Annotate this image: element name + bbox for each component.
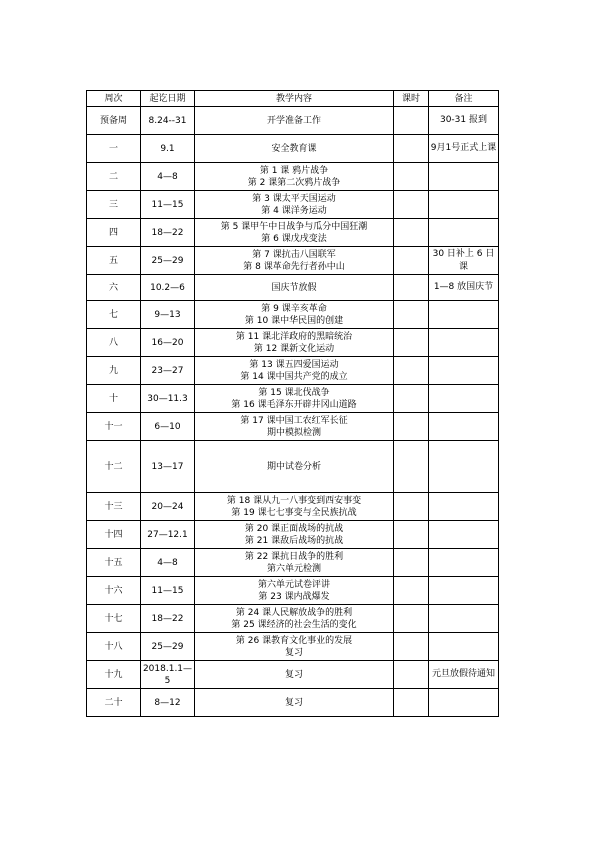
notes-cell: [429, 163, 499, 191]
notes-text: 元旦放假待通知: [431, 669, 495, 679]
notes-cell: [429, 689, 499, 717]
notes-cell: [429, 413, 499, 441]
notes-cell: [429, 577, 499, 605]
week-cell: 十二: [87, 441, 141, 493]
content-line: 安全教育课: [271, 143, 317, 154]
content-line: 第 5 课甲午中日战争与瓜分中国狂潮: [220, 221, 368, 232]
content-cell: [195, 521, 394, 549]
hours-cell: [394, 441, 429, 493]
table-row: [87, 413, 499, 441]
content-cell: [195, 633, 394, 661]
table-row: [87, 661, 499, 689]
notes-cell: [429, 549, 499, 577]
week-cell: 三: [87, 191, 141, 219]
date-cell: 30—11.3: [141, 385, 195, 413]
hours-cell: [394, 219, 429, 247]
notes-cell: [429, 357, 499, 385]
week-cell: 十九: [87, 661, 141, 689]
hours-cell: [394, 605, 429, 633]
table-row: [87, 275, 499, 301]
table-row: [87, 633, 499, 661]
content-line: 第 19 课七七事变与全民族抗战: [231, 507, 357, 518]
content-line: 国庆节放假: [271, 282, 317, 293]
hours-cell: [394, 521, 429, 549]
header-date: 起讫日期: [141, 91, 195, 107]
content-line: 第 24 课人民解放战争的胜利: [235, 607, 353, 618]
hours-cell: [394, 191, 429, 219]
hours-cell: [394, 163, 429, 191]
notes-cell: [429, 107, 499, 135]
date-cell: 2018.1.1—5: [141, 661, 195, 689]
week-cell: 十一: [87, 413, 141, 441]
table-row: [87, 549, 499, 577]
table-row: [87, 577, 499, 605]
notes-cell: [429, 605, 499, 633]
date-cell: 27—12.1: [141, 521, 195, 549]
notes-cell: [429, 385, 499, 413]
content-cell: [195, 191, 394, 219]
date-cell: 4—8: [141, 549, 195, 577]
hours-cell: [394, 385, 429, 413]
table-row: [87, 329, 499, 357]
table-row: [87, 135, 499, 163]
date-cell: 25—29: [141, 247, 195, 275]
notes-cell: [429, 633, 499, 661]
content-cell: [195, 413, 394, 441]
content-cell: [195, 329, 394, 357]
content-cell: [195, 577, 394, 605]
week-cell: 七: [87, 301, 141, 329]
content-line: 第 3 课太平天国运动: [252, 193, 336, 204]
content-cell: [195, 247, 394, 275]
content-cell: [195, 689, 394, 717]
content-cell: [195, 441, 394, 493]
content-line: 第 26 课教育文化事业的发展: [235, 635, 353, 646]
week-cell: 预备周: [87, 107, 141, 135]
table-row: [87, 689, 499, 717]
table-row: [87, 385, 499, 413]
content-cell: [195, 357, 394, 385]
content-line: 第 14 课中国共产党的成立: [240, 371, 348, 382]
notes-text: 9月1号正式上课: [430, 143, 497, 153]
header-content: 教学内容: [195, 91, 394, 107]
date-cell: 10.2—6: [141, 275, 195, 301]
content-cell: [195, 385, 394, 413]
notes-cell: [429, 493, 499, 521]
content-cell: [195, 219, 394, 247]
hours-cell: [394, 135, 429, 163]
content-line: 第 18 课从九一八事变到西安事变: [226, 495, 362, 506]
content-cell: [195, 135, 394, 163]
hours-cell: [394, 493, 429, 521]
content-cell: [195, 107, 394, 135]
content-line: 第 13 课五四爱国运动: [249, 359, 339, 370]
table-row: [87, 441, 499, 493]
content-line: 第 23 课内战爆发: [258, 591, 330, 602]
table-row: [87, 107, 499, 135]
date-cell: 25—29: [141, 633, 195, 661]
content-cell: [195, 163, 394, 191]
notes-cell: [429, 521, 499, 549]
week-cell: 十三: [87, 493, 141, 521]
table-row: [87, 247, 499, 275]
content-line: 第 10 课中华民国的创建: [244, 315, 344, 326]
hours-cell: [394, 107, 429, 135]
content-line: 第 21 课敌后战场的抗战: [244, 535, 344, 546]
hours-cell: [394, 689, 429, 717]
notes-cell: [429, 247, 499, 275]
header-row: [87, 91, 499, 107]
table-row: [87, 493, 499, 521]
content-line: 第 8 课革命先行者孙中山: [243, 261, 345, 272]
hours-cell: [394, 633, 429, 661]
week-cell: 十八: [87, 633, 141, 661]
date-cell: 11—15: [141, 577, 195, 605]
content-line: 第六单元检测: [266, 563, 321, 574]
content-cell: [195, 301, 394, 329]
date-cell: 13—17: [141, 441, 195, 493]
content-cell: [195, 493, 394, 521]
week-cell: 十: [87, 385, 141, 413]
notes-cell: [429, 661, 499, 689]
week-cell: 二十: [87, 689, 141, 717]
week-cell: 十七: [87, 605, 141, 633]
date-cell: 8—12: [141, 689, 195, 717]
week-cell: 十六: [87, 577, 141, 605]
content-line: 开学准备工作: [266, 115, 321, 126]
notes-cell: [429, 275, 499, 301]
week-cell: 一: [87, 135, 141, 163]
date-cell: 9—13: [141, 301, 195, 329]
notes-cell: [429, 135, 499, 163]
content-line: 第 20 课正面战场的抗战: [244, 523, 344, 534]
content-line: 第 17 课中国工农红军长征: [240, 415, 348, 426]
content-line: 期中试卷分析: [266, 461, 321, 472]
hours-cell: [394, 661, 429, 689]
table-header: [87, 91, 499, 107]
week-cell: 五: [87, 247, 141, 275]
content-cell: [195, 549, 394, 577]
date-cell: 9.1: [141, 135, 195, 163]
hours-cell: [394, 413, 429, 441]
hours-cell: [394, 301, 429, 329]
notes-text: 1—8 放国庆节: [433, 282, 494, 292]
hours-cell: [394, 549, 429, 577]
table-row: [87, 163, 499, 191]
content-line: 第 2 课第二次鸦片战争: [247, 177, 341, 188]
notes-cell: [429, 191, 499, 219]
teaching-schedule-table: [86, 90, 499, 717]
date-cell: 18—22: [141, 219, 195, 247]
date-cell: 20—24: [141, 493, 195, 521]
header-notes: 备注: [429, 91, 499, 107]
table-row: [87, 219, 499, 247]
content-line: 第 25 课经济的社会生活的变化: [231, 619, 357, 630]
week-cell: 八: [87, 329, 141, 357]
date-cell: 8.24--31: [141, 107, 195, 135]
hours-cell: [394, 577, 429, 605]
content-line: 第六单元试卷评讲: [257, 579, 330, 590]
header-hours: 课时: [394, 91, 429, 107]
notes-cell: [429, 301, 499, 329]
hours-cell: [394, 247, 429, 275]
content-line: 复习: [284, 669, 303, 680]
table-row: [87, 357, 499, 385]
content-line: 第 15 课北伐战争: [258, 387, 330, 398]
date-cell: 23—27: [141, 357, 195, 385]
date-cell: 18—22: [141, 605, 195, 633]
content-line: 第 4 课洋务运动: [261, 205, 327, 216]
notes-text: 30 日补上 6 日课: [432, 248, 495, 272]
content-cell: [195, 275, 394, 301]
content-line: 第 12 课新文化运动: [253, 343, 335, 354]
notes-cell: [429, 441, 499, 493]
week-cell: 二: [87, 163, 141, 191]
date-cell: 6—10: [141, 413, 195, 441]
hours-cell: [394, 357, 429, 385]
week-cell: 四: [87, 219, 141, 247]
notes-cell: [429, 329, 499, 357]
table-row: [87, 605, 499, 633]
notes-text: 30-31 报到: [439, 115, 487, 125]
notes-cell: [429, 219, 499, 247]
content-cell: [195, 605, 394, 633]
content-line: 第 7 课抗击八国联军: [252, 249, 336, 260]
content-line: 第 9 课辛亥革命: [261, 303, 327, 314]
table-row: [87, 521, 499, 549]
content-line: 第 6 课戊戌变法: [261, 233, 327, 244]
content-line: 复习: [284, 697, 303, 708]
hours-cell: [394, 329, 429, 357]
date-cell: 11—15: [141, 191, 195, 219]
week-cell: 十五: [87, 549, 141, 577]
week-cell: 十四: [87, 521, 141, 549]
table-row: [87, 301, 499, 329]
content-line: 复习: [284, 647, 303, 658]
hours-cell: [394, 275, 429, 301]
content-line: 第 11 课北洋政府的黑暗统治: [235, 331, 353, 342]
header-week: 周次: [87, 91, 141, 107]
content-cell: [195, 661, 394, 689]
week-cell: 六: [87, 275, 141, 301]
content-line: 第 1 课 鸦片战争: [259, 165, 329, 176]
date-cell: 16—20: [141, 329, 195, 357]
table-body: [87, 107, 499, 717]
content-line: 期中模拟检测: [266, 427, 321, 438]
week-cell: 九: [87, 357, 141, 385]
table-row: [87, 191, 499, 219]
content-line: 第 22 课抗日战争的胜利: [244, 551, 344, 562]
date-cell: 4—8: [141, 163, 195, 191]
content-line: 第 16 课毛泽东开辟井冈山道路: [231, 399, 357, 410]
